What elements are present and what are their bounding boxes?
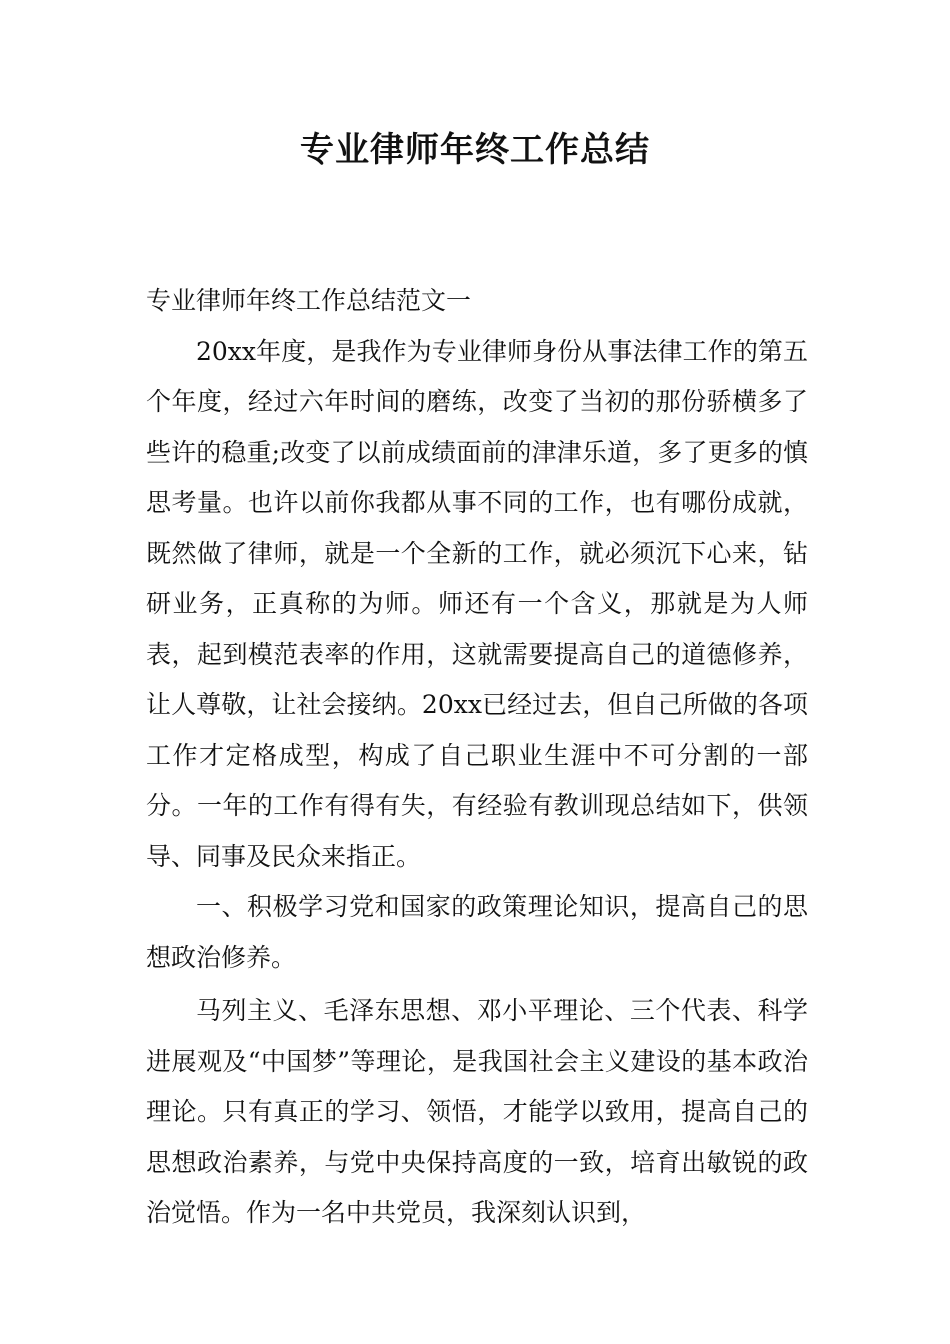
paragraph-intro: 20xx年度，是我作为专业律师身份从事法律工作的第五个年度，经过六年时间的磨练，改变了当初的那份骄横多了些许的稳重;改变了以前成绩面前的津津乐道，多了更多的慎思考量。也许以前你我都从事不同的工作，也有哪份成就，既然做了律师，就是一个全新的工作，就必须沉下心来，钻研业务，正真称的为师。师还有一个含义，那就是为人师表，起到模范表率的作用，这就需要提高自己的道德修养，让人尊敬，让社会接纳。20xx已经过去，但自己所做的各项工作才定格成型，构成了自己职业生涯中不可分割的一部分。一年的工作有得有失，有经验有教训现总结如下，供领导、同事及民众来指正。: [146, 336, 808, 871]
document-body: [146, 276, 808, 1239]
section-heading-1: 一、积极学习党和国家的政策理论知识，提高自己的思想政治修养。: [146, 892, 808, 972]
page-title: 专业律师年终工作总结: [300, 130, 650, 170]
subtitle: 专业律师年终工作总结范文一: [146, 286, 472, 315]
paragraph-theory: 马列主义、毛泽东思想、邓小平理论、三个代表、科学进展观及“中国梦”等理论，是我国社会主义建设的基本政治理论。只有真正的学习、领悟，才能学以致用，提高自己的思想政治素养，与党中央保持高度的一致，培育出敏锐的政治觉悟。作为一名中共党员，我深刻认识到，: [146, 996, 808, 1227]
